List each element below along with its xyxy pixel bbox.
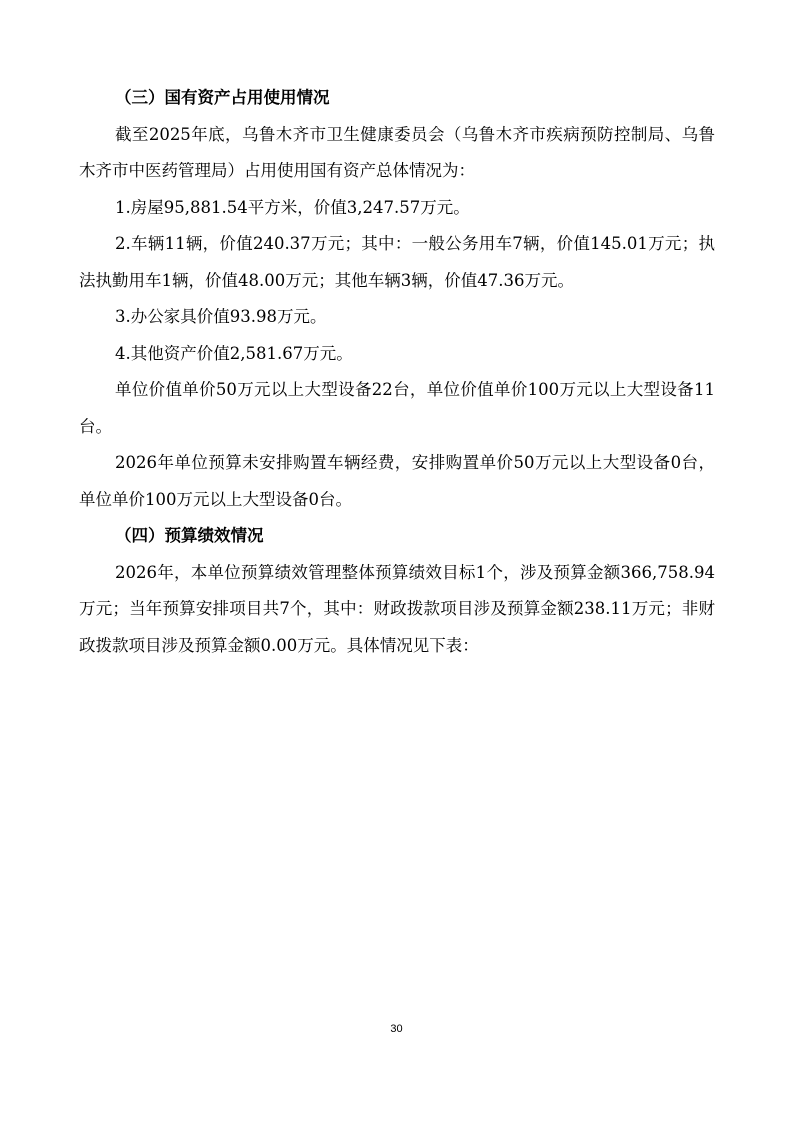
paragraph-large-equipment: 单位价值单价50万元以上大型设备22台，单位价值单价100万元以上大型设备11台。 xyxy=(79,380,715,436)
page-number: 30 xyxy=(390,1023,403,1035)
paragraph-furniture: 3.办公家具价值93.98万元。 xyxy=(115,307,327,326)
section-heading-state-assets: （三）国有资产占用使用情况 xyxy=(115,88,330,107)
paragraph-performance-summary: 2026年，本单位预算绩效管理整体预算绩效目标1个，涉及预算金额366,758.94万元；当年预算安排项目共7个，其中：财政拨款项目涉及预算金额238.11万元；非财政拨款项目涉及预算金额0.00万元。具体情况见下表： xyxy=(79,562,715,655)
paragraph-assets-summary: 截至2025年底，乌鲁木齐市卫生健康委员会（乌鲁木齐市疾病预防控制局、乌鲁木齐市中医药管理局）占用使用国有资产总体情况为： xyxy=(79,124,715,180)
paragraph-other-assets: 4.其他资产价值2,581.67万元。 xyxy=(115,343,353,363)
paragraph-vehicles: 2.车辆11辆，价值240.37万元；其中：一般公务用车7辆，价值145.01万元；执法执勤用车1辆，价值48.00万元；其他车辆3辆，价值47.36万元。 xyxy=(79,234,715,290)
paragraph-purchase-plan: 2026年单位预算未安排购置车辆经费，安排购置单价50万元以上大型设备0台，单位单价100万元以上大型设备0台。 xyxy=(79,453,715,509)
paragraph-housing: 1.房屋95,881.54平方米，价值3,247.57万元。 xyxy=(115,197,470,217)
page-content xyxy=(79,80,715,664)
section-heading-budget-performance: （四）预算绩效情况 xyxy=(115,526,264,545)
